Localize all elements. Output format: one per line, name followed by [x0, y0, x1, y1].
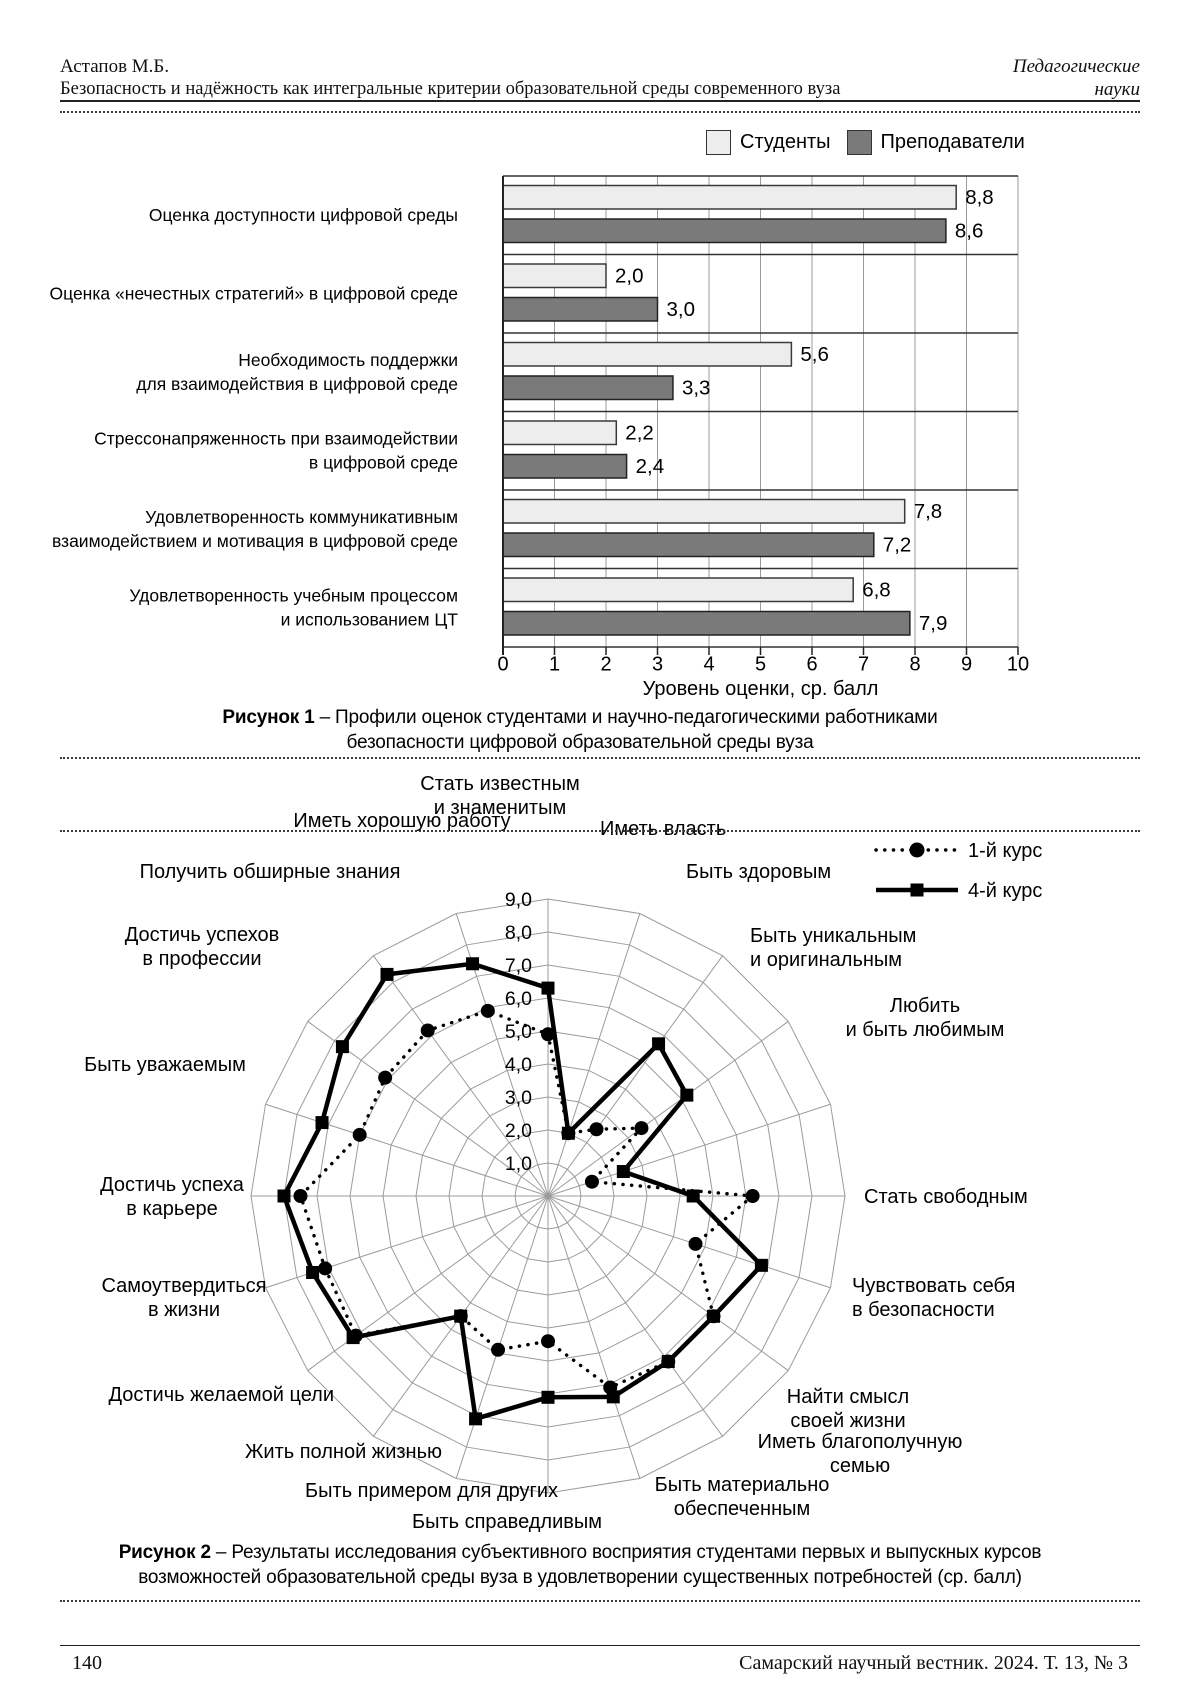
header-section-bottom: науки: [1094, 79, 1140, 100]
radar-tick-label: 1,0: [504, 1153, 532, 1175]
marker-circle: [378, 1071, 392, 1085]
bar-students: [503, 500, 905, 524]
legend-students-label: Студенты: [740, 131, 831, 153]
x-tick-label: 10: [1006, 653, 1030, 676]
divider-after-figure1: [60, 757, 1140, 759]
bar-students: [503, 578, 853, 602]
x-tick-label: 2: [600, 653, 612, 676]
figure2-caption-line1: Рисунок 2 – Результаты исследования субъективного восприятия студентами первых и выпускных курсов: [118, 1542, 1042, 1563]
bar-value-label: 8,6: [954, 219, 984, 243]
marker-square: [466, 957, 479, 970]
category-label: для взаимодействия в цифровой среде: [136, 374, 458, 394]
radar-tick-label: 5,0: [504, 1021, 532, 1043]
radar-axis-label: Жить полной жизнью: [244, 1441, 442, 1463]
x-tick-label: 9: [960, 653, 973, 676]
category-label: взаимодействием и мотивация в цифровой среде: [51, 531, 458, 551]
category-label: Необходимость поддержки: [238, 350, 458, 370]
marker-square: [306, 1266, 319, 1279]
x-axis-title: Уровень оценки, ср. балл: [642, 678, 879, 700]
figure2-legend: [876, 840, 1042, 902]
marker-square: [562, 1127, 575, 1140]
marker-square: [542, 982, 555, 995]
marker-circle: [318, 1261, 332, 1275]
radar-axis-label: Достичь желаемой цели: [108, 1384, 334, 1406]
x-tick-label: 3: [651, 653, 664, 676]
bar-teachers: [503, 455, 627, 479]
bar-value-label: 3,0: [666, 298, 695, 321]
figure2-caption-line2: возможностей образовательной среды вуза в удовлетворении существенных потребностей (ср. балл): [138, 1566, 1022, 1588]
footer-rule: [60, 1645, 1140, 1646]
category-label: Оценка доступности цифровой среды: [148, 205, 458, 225]
header-author: Астапов М.Б.: [60, 56, 170, 77]
radar-axis-label: Быть справедливым: [411, 1511, 603, 1533]
marker-square: [652, 1037, 665, 1050]
header-article-title: Безопасность и надёжность как интегральные критерии образовательной среды современного вуза: [60, 79, 841, 99]
category-label: Удовлетворенность учебным процессом: [129, 585, 458, 606]
marker-circle: [541, 1334, 555, 1348]
marker-circle: [589, 1122, 603, 1136]
radar-axis-label: Любить и быть любимым: [845, 995, 1005, 1041]
marker-circle: [541, 1027, 555, 1041]
radar-axis-label: Достичь успехов в профессии: [124, 924, 280, 970]
radar-tick-label: 9,0: [504, 889, 532, 911]
x-tick-label: 8: [909, 653, 921, 676]
bar-value-label: 6,8: [862, 578, 891, 602]
bar-students: [503, 264, 606, 288]
figure1-caption-line1: Рисунок 1 – Профили оценок студентами и научно-педагогическими работниками: [222, 707, 938, 728]
x-tick-label: 4: [703, 653, 715, 676]
category-label: в цифровой среде: [308, 452, 458, 473]
radar-axis-label: Быть уважаемым: [84, 1054, 246, 1076]
marker-square: [336, 1040, 349, 1053]
footer-journal: Самарский научный вестник. 2024. Т. 13, № 3: [739, 1652, 1128, 1674]
radar-tick-label: 7,0: [504, 955, 532, 977]
bar-teachers: [503, 219, 946, 243]
radar-axis-label: Иметь хорошую работу: [293, 810, 511, 832]
marker-circle: [689, 1237, 703, 1251]
marker-square: [542, 1391, 555, 1404]
radar-axis-label: Быть здоровым: [686, 861, 832, 883]
marker-square: [617, 1165, 630, 1178]
bar-value-label: 2,2: [625, 421, 654, 445]
bar-value-label: 7,9: [918, 612, 948, 635]
marker-circle: [634, 1121, 648, 1135]
bar-teachers: [503, 376, 673, 400]
marker-circle: [491, 1343, 505, 1357]
figure1-bar-chart: [50, 176, 1030, 700]
radar-tick-label: 8,0: [504, 922, 532, 944]
bar-teachers: [503, 533, 874, 557]
category-label: Стрессонапряженность при взаимодействии: [94, 428, 458, 449]
legend-teachers-label: Преподаватели: [880, 131, 1025, 153]
marker-square: [707, 1310, 720, 1323]
radar-tick-label: 2,0: [504, 1120, 532, 1142]
marker-square: [278, 1190, 291, 1203]
divider-before-figure2: [60, 830, 1140, 832]
marker-square: [662, 1355, 675, 1368]
marker-square: [454, 1310, 467, 1323]
x-tick-label: 5: [754, 653, 767, 676]
bar-value-label: 7,8: [913, 500, 943, 523]
bar-value-label: 8,8: [965, 186, 994, 209]
bar-value-label: 2,0: [615, 264, 644, 288]
legend-square-marker: [911, 884, 924, 897]
bar-teachers: [503, 612, 910, 636]
figure2-caption: [80, 1541, 1080, 1590]
bar-teachers: [503, 298, 658, 322]
legend-course1-label: 1-й курс: [968, 840, 1043, 862]
marker-circle: [585, 1175, 599, 1189]
category-label: и использованием ЦТ: [280, 609, 458, 630]
category-label: Оценка «нечестных стратегий» в цифровой среде: [49, 283, 458, 304]
divider-after-figure2: [60, 1600, 1140, 1602]
bar-value-label: 3,3: [681, 376, 711, 400]
bar-students: [503, 421, 616, 445]
marker-square: [680, 1089, 693, 1102]
marker-square: [347, 1331, 360, 1344]
radar-axis-label: Стать свободным: [864, 1186, 1028, 1208]
figure1-caption: [80, 706, 1080, 755]
bar-value-label: 5,6: [800, 343, 829, 366]
bar-students: [503, 343, 791, 367]
radar-axis-label: Стать известным и знаменитым: [420, 773, 580, 819]
marker-square: [381, 968, 394, 981]
radar-axis-label: Чувствовать себя в безопасности: [852, 1275, 1016, 1321]
marker-square: [469, 1412, 482, 1425]
x-tick-label: 7: [857, 653, 870, 676]
marker-circle: [353, 1128, 367, 1142]
bar-value-label: 7,2: [882, 533, 912, 557]
radar-tick-label: 3,0: [504, 1087, 532, 1109]
marker-circle: [746, 1189, 760, 1203]
radar-axis-label: Быть уникальным и оригинальным: [750, 925, 917, 971]
radar-axis-label: Достичь успеха в карьере: [100, 1174, 244, 1220]
figure1-caption-line2: безопасности цифровой образовательной среды вуза: [346, 731, 814, 753]
legend-circle-marker: [910, 843, 925, 858]
radar-tick-label: 4,0: [504, 1054, 532, 1076]
x-tick-label: 6: [806, 653, 818, 676]
marker-square: [316, 1116, 329, 1129]
marker-square: [755, 1259, 768, 1272]
radar-axis-label: Найти смысл своей жизни: [786, 1386, 910, 1432]
x-tick-label: 0: [497, 653, 509, 676]
radar-axis-label: Иметь благополучную семью: [757, 1431, 963, 1477]
radar-axis-label: Получить обширные знания: [139, 861, 401, 883]
figure2-radar-chart: [84, 773, 1028, 1533]
radar-axis-label: Самоутвердиться в жизни: [101, 1275, 267, 1321]
marker-circle: [294, 1189, 308, 1203]
marker-circle: [421, 1023, 435, 1037]
footer-page-number: 140: [72, 1652, 102, 1674]
marker-square: [607, 1390, 620, 1403]
bar-value-label: 2,4: [635, 455, 665, 478]
radar-tick-label: 6,0: [504, 988, 532, 1010]
radar-axis-label: Иметь власть: [600, 818, 727, 840]
x-tick-label: 1: [548, 653, 561, 676]
legend-course4-label: 4-й курс: [968, 880, 1043, 902]
radar-axis-label: Быть примером для других: [305, 1480, 558, 1502]
marker-square: [687, 1190, 700, 1203]
radar-axis-label: Быть материально обеспеченным: [654, 1474, 830, 1520]
bar-students: [503, 186, 956, 210]
marker-circle: [481, 1004, 495, 1018]
category-label: Удовлетворенность коммуникативным: [145, 507, 458, 527]
header-section-top: Педагогические: [1012, 56, 1140, 77]
